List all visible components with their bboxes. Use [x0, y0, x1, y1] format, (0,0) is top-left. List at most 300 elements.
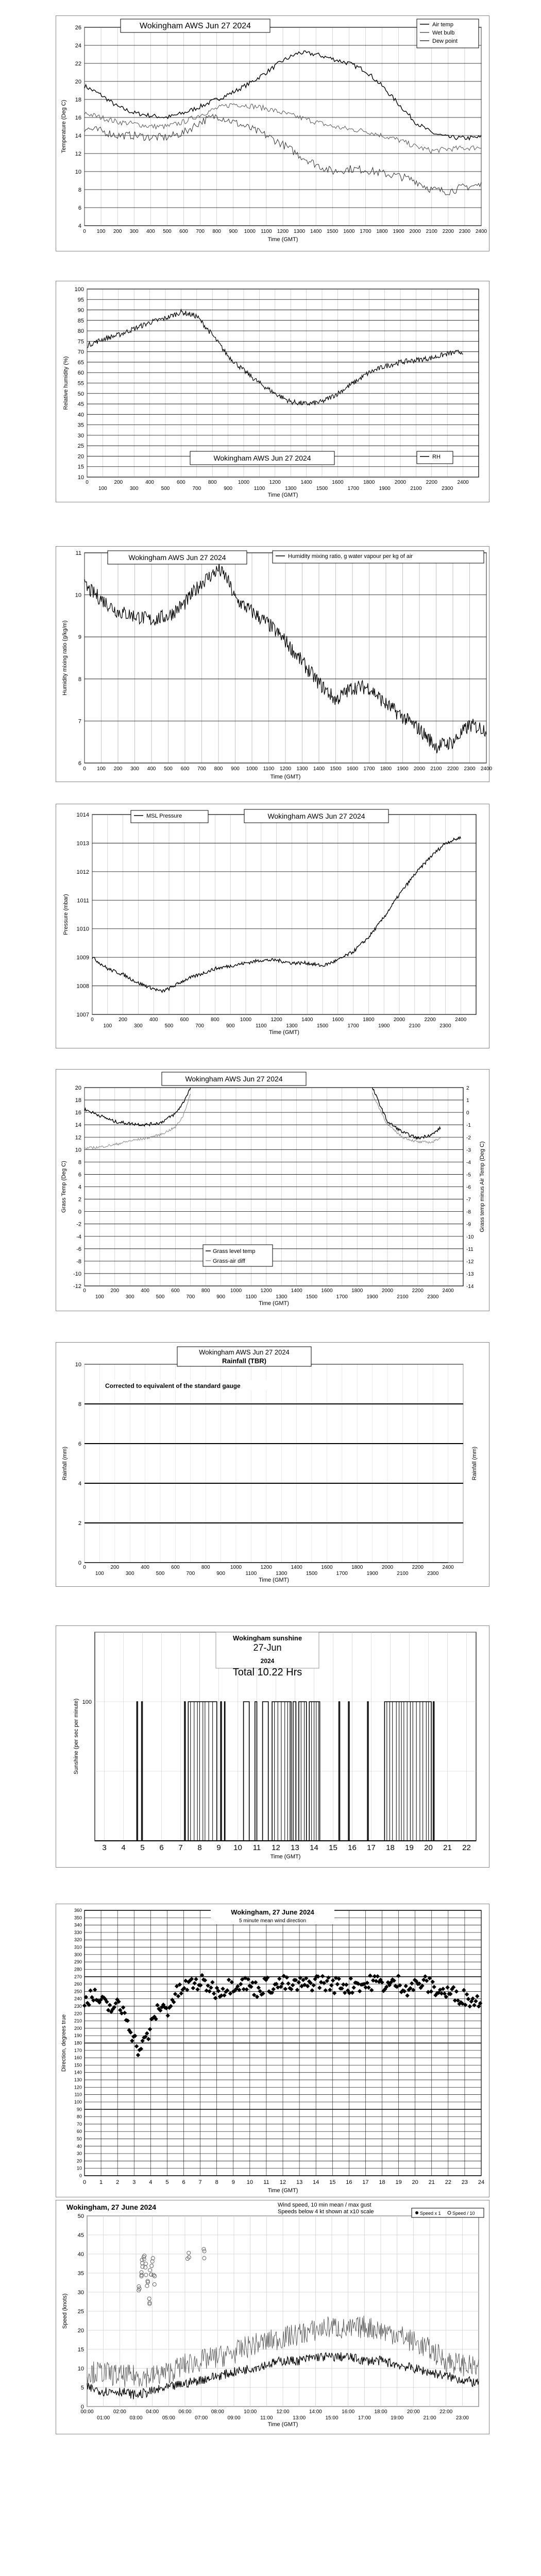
x-axis-label: Time (GMT)	[267, 492, 298, 498]
x-tick-label: 2300	[464, 766, 476, 772]
mixing-ratio-chart	[56, 547, 493, 782]
y-tick-label: 50	[77, 391, 84, 397]
direction-point	[374, 1979, 378, 1983]
direction-point	[123, 2011, 127, 2015]
chart-title: Wokingham AWS Jun 27 2024	[128, 553, 226, 562]
temperature-chart-panel	[56, 15, 489, 251]
chart-subtitle-2: Speeds below 4 kt shown at x10 scale	[278, 2209, 374, 2215]
speed-div10-point	[144, 2273, 148, 2277]
x-tick-label: 100	[95, 1294, 104, 1300]
x-tick-label: 1100	[261, 229, 272, 234]
direction-point	[454, 1989, 459, 1993]
x-tick-label: 1900	[366, 1571, 378, 1577]
x-axis-label: Time (GMT)	[267, 2421, 298, 2428]
x-tick-label: 17	[362, 2179, 369, 2185]
x-tick-label: 2400	[455, 1017, 467, 1023]
y2-tick-label: -7	[466, 1197, 471, 1203]
x-tick-label: 2200	[447, 766, 459, 772]
y-tick-label: 30	[77, 432, 84, 439]
y-axis-label: Pressure (mbar)	[63, 894, 69, 935]
speed-div10-point	[153, 2282, 156, 2286]
x-axis-label: Time (GMT)	[267, 236, 298, 243]
y-tick-label: 75	[77, 338, 84, 345]
y-tick-label: 230	[74, 2003, 82, 2009]
pressure-chart-panel	[56, 804, 489, 1048]
x-tick-label: 800	[201, 1288, 210, 1294]
x-tick-label: 04:00	[146, 2409, 159, 2415]
direction-point	[462, 1988, 466, 1992]
y-tick-label: 1011	[77, 897, 89, 904]
x-tick-label: 1800	[380, 766, 392, 772]
y-tick-label: 270	[74, 1974, 82, 1979]
x-axis-label: Time (GMT)	[259, 1300, 289, 1307]
x-tick-label: 20:00	[407, 2409, 420, 2415]
direction-point	[403, 1984, 408, 1988]
x-tick-label: 1900	[393, 229, 404, 234]
x-tick-label: 500	[161, 486, 170, 492]
x-tick-label: 1000	[230, 1565, 242, 1570]
chart-title: Wokingham AWS Jun 27 2024	[139, 22, 251, 30]
y-tick-label: 210	[74, 2018, 82, 2024]
x-tick-label: 1300	[286, 1023, 298, 1029]
sunshine-chart-panel	[56, 1625, 489, 1868]
y-tick-label: 45	[77, 2232, 84, 2239]
y-tick-label: 18	[75, 1097, 81, 1104]
wind-direction-chart-panel	[56, 1904, 489, 2197]
y-tick-label: 6	[78, 1441, 81, 1447]
x-tick-label: 23	[461, 2179, 468, 2185]
x-tick-label: 600	[180, 766, 190, 772]
y-tick-label: 14	[75, 1122, 81, 1129]
direction-point	[329, 1983, 333, 1987]
grass-chart	[56, 1070, 489, 1311]
x-tick-label: 1900	[378, 1023, 390, 1029]
x-tick-label: 1200	[269, 480, 281, 485]
direction-point	[148, 2027, 152, 2031]
y-tick-label: 170	[74, 2047, 82, 2053]
x-tick-label: 400	[141, 1288, 149, 1294]
chart-date: 27-Jun	[253, 1642, 282, 1653]
direction-point	[192, 1981, 196, 1985]
y2-tick-label: -11	[466, 1246, 474, 1252]
x-tick-label: 600	[180, 1017, 189, 1023]
direction-point	[277, 1976, 281, 1980]
direction-point	[351, 1986, 356, 1990]
y-tick-label: 180	[74, 2040, 82, 2046]
speed-div10-point	[148, 2268, 152, 2272]
y-axis-label: Humidity mixing ratio (g/kg/m)	[62, 620, 68, 696]
x-tick-label: 18:00	[374, 2409, 387, 2415]
x-tick-label: 300	[125, 1294, 134, 1300]
y2-tick-label: -5	[466, 1172, 471, 1178]
x-tick-label: 13	[296, 2179, 303, 2185]
x-tick-label: 9	[216, 1843, 221, 1852]
direction-point	[350, 1991, 354, 1995]
x-tick-label: 900	[216, 1294, 225, 1300]
x-tick-label: 07:00	[195, 2415, 208, 2421]
y-tick-label: 330	[74, 1929, 82, 1935]
y-tick-label: 4	[78, 1481, 81, 1487]
x-tick-label: 22	[445, 2179, 451, 2185]
x-tick-label: 20	[424, 1843, 433, 1852]
y-tick-label: 320	[74, 1937, 82, 1943]
y-tick-label: 12	[75, 151, 81, 157]
x-tick-label: 2000	[381, 1565, 394, 1570]
direction-point	[376, 1974, 380, 1978]
x-tick-label: 08:00	[211, 2409, 224, 2415]
x-tick-label: 19:00	[391, 2415, 404, 2421]
x-tick-label: 700	[196, 229, 205, 234]
x-tick-label: 1500	[330, 766, 342, 772]
y-tick-label: 240	[74, 1996, 82, 2002]
y-tick-label: -12	[73, 1283, 81, 1290]
x-tick-label: 2100	[426, 229, 437, 234]
direction-point	[212, 1991, 216, 1995]
chart-title: Wokingham sunshine	[232, 1634, 302, 1642]
x-tick-label: 2100	[430, 766, 442, 772]
x-tick-label: 22	[462, 1843, 471, 1852]
y-tick-label: -10	[73, 1270, 81, 1277]
x-tick-label: 1300	[285, 486, 297, 492]
y2-tick-label: 1	[466, 1098, 469, 1104]
y-tick-label: 9	[78, 634, 81, 641]
direction-point	[121, 2005, 125, 2009]
x-tick-label: 1500	[316, 486, 328, 492]
direction-point	[291, 1983, 295, 1987]
x-tick-label: 1900	[366, 1294, 378, 1300]
y-tick-label: 95	[77, 297, 84, 303]
x-tick-label: 0	[91, 1017, 94, 1023]
direction-point	[93, 1988, 97, 1992]
x-tick-label: 18	[379, 2179, 385, 2185]
x-tick-label: 900	[224, 486, 232, 492]
speed-div10-point	[137, 2285, 141, 2289]
direction-point	[130, 2039, 134, 2043]
y2-tick-label: -1	[466, 1123, 471, 1129]
x-tick-label: 4	[121, 1843, 126, 1852]
y-tick-label: 24	[75, 43, 81, 49]
y2-tick-label: 0	[466, 1110, 469, 1116]
direction-point	[358, 1989, 362, 1993]
speed-div10-point	[147, 2297, 151, 2300]
direction-point	[432, 1985, 436, 1989]
x-tick-label: 2400	[475, 229, 487, 234]
y-tick-label: 4	[78, 1184, 81, 1191]
y2-tick-label: -12	[466, 1259, 474, 1265]
direction-point	[179, 1991, 183, 1995]
y-tick-label: 4	[78, 223, 81, 229]
x-tick-label: 600	[171, 1288, 180, 1294]
x-tick-label: 11	[252, 1843, 261, 1852]
x-tick-label: 20	[412, 2179, 418, 2185]
x-tick-label: 2000	[409, 229, 421, 234]
x-tick-label: 1600	[332, 1017, 344, 1023]
x-tick-label: 2200	[442, 229, 454, 234]
x-tick-label: 400	[145, 480, 154, 485]
x-tick-label: 19	[395, 2179, 402, 2185]
x-tick-label: 400	[149, 1017, 158, 1023]
y-tick-label: 1009	[76, 955, 89, 961]
x-tick-label: 2200	[424, 1017, 436, 1023]
x-tick-label: 200	[119, 1017, 127, 1023]
x-tick-label: 1900	[397, 766, 409, 772]
y-tick-label: 130	[74, 2077, 82, 2083]
x-tick-label: 8	[215, 2179, 218, 2185]
x-tick-label: 14:00	[309, 2409, 322, 2415]
direction-point	[317, 1986, 322, 1990]
y-tick-label: 10	[77, 474, 84, 481]
y-tick-label: 70	[77, 349, 84, 355]
y-tick-label: 30	[76, 2151, 82, 2157]
y-tick-label: 20	[76, 2158, 82, 2164]
x-tick-label: 1100	[263, 766, 275, 772]
y-tick-label: 2	[78, 1196, 81, 1203]
x-tick-label: 100	[96, 229, 106, 234]
x-tick-label: 1700	[336, 1294, 348, 1300]
x-tick-label: 900	[229, 229, 238, 234]
x-tick-label: 1100	[245, 1294, 257, 1300]
speed-div10-point	[150, 2264, 154, 2267]
x-tick-label: 18	[386, 1843, 395, 1852]
plot-frame	[84, 1364, 463, 1563]
x-tick-label: 1400	[291, 1288, 302, 1294]
legend-entry: Air temp	[432, 22, 453, 28]
x-tick-label: 500	[164, 1023, 174, 1029]
y-tick-label: 110	[74, 2092, 82, 2097]
y-tick-label: 10	[75, 1362, 81, 1368]
x-tick-label: 5	[165, 2179, 169, 2185]
x-tick-label: 13:00	[293, 2415, 306, 2421]
y-tick-label: 6	[78, 1172, 81, 1178]
x-tick-label: 1400	[300, 480, 312, 485]
legend-entry: Grass level temp	[213, 1248, 256, 1255]
temperature-chart	[56, 16, 489, 251]
x-tick-label: 13	[291, 1843, 299, 1852]
chart-title: Wokingham AWS Jun 27 2024	[199, 1348, 290, 1356]
x-tick-label: 1500	[316, 1023, 329, 1029]
direction-point	[286, 1981, 290, 1986]
x-tick-label: 10	[233, 1843, 242, 1852]
y-tick-label: 22	[75, 61, 81, 67]
x-tick-label: 1600	[321, 1565, 333, 1570]
y-tick-label: 30	[77, 2290, 84, 2296]
x-tick-label: 1200	[260, 1565, 272, 1570]
x-tick-label: 5	[140, 1843, 145, 1852]
y2-tick-label: -10	[466, 1234, 474, 1240]
x-tick-label: 0	[83, 766, 86, 772]
legend-swatch	[415, 2211, 418, 2214]
direction-point	[88, 1988, 92, 1992]
y2-tick-label: -8	[466, 1209, 471, 1215]
direction-point	[195, 1987, 199, 1991]
y-tick-label: 10	[75, 169, 81, 175]
speed-div10-point	[144, 2262, 148, 2265]
x-tick-label: 100	[103, 1023, 112, 1029]
direction-point	[134, 2044, 139, 2048]
y-tick-label: 120	[74, 2084, 82, 2090]
x-tick-label: 2400	[457, 480, 469, 485]
y-tick-label: 20	[77, 2328, 84, 2334]
grass-chart-panel	[56, 1069, 489, 1311]
y-tick-label: 260	[74, 1981, 82, 1987]
y-tick-label: 1014	[76, 812, 89, 818]
x-tick-label: 7	[178, 1843, 183, 1852]
y-tick-label: 50	[76, 2136, 82, 2142]
y-axis-label: Speed (knots)	[62, 2293, 68, 2329]
y-tick-label: 80	[76, 2114, 82, 2120]
y-tick-label: 35	[77, 2270, 84, 2277]
legend-entry: Speed x 1	[420, 2211, 441, 2216]
speed-div10-point	[187, 2251, 191, 2255]
y-axis-label: Rainfall (mm)	[62, 1446, 68, 1481]
y-tick-label: 100	[82, 1699, 92, 1705]
x-tick-label: 900	[226, 1023, 235, 1029]
direction-point	[283, 1987, 288, 1991]
y-tick-label: 90	[77, 307, 84, 314]
x-tick-label: 19	[405, 1843, 414, 1852]
direction-point	[194, 1977, 198, 1981]
x-tick-label: 2000	[393, 1017, 405, 1023]
x-tick-label: 1700	[347, 486, 359, 492]
y-tick-label: 11	[75, 550, 81, 556]
y-tick-label: 15	[77, 464, 84, 470]
x-tick-label: 1000	[230, 1288, 242, 1294]
x-tick-label: 16	[346, 2179, 352, 2185]
x-tick-label: 11	[263, 2179, 269, 2185]
chart-year: 2024	[260, 1657, 275, 1665]
x-tick-label: 0	[83, 1565, 86, 1570]
wind-speed-chart	[56, 2200, 489, 2434]
y2-tick-label: 2	[466, 1086, 469, 1091]
chart-subtitle: 5 minute mean wind direction	[239, 1918, 307, 1924]
y-tick-label: 310	[74, 1944, 82, 1950]
legend-entry: Dew point	[432, 38, 458, 44]
x-tick-label: 1	[99, 2179, 103, 2185]
x-tick-label: 06:00	[178, 2409, 192, 2415]
x-tick-label: 1800	[351, 1288, 363, 1294]
x-tick-label: 0	[83, 1288, 86, 1294]
direction-point	[368, 1974, 372, 1978]
x-tick-label: 21:00	[423, 2415, 436, 2421]
pressure-chart	[56, 804, 489, 1048]
x-tick-label: 800	[214, 766, 223, 772]
y-tick-label: 200	[74, 2025, 82, 2031]
x-tick-label: 200	[113, 229, 122, 234]
x-tick-label: 300	[129, 486, 139, 492]
x-tick-label: 2100	[397, 1294, 409, 1300]
x-tick-label: 100	[97, 766, 106, 772]
x-tick-label: 12	[272, 1843, 280, 1852]
x-tick-label: 1300	[296, 766, 308, 772]
x-tick-label: 1800	[376, 229, 388, 234]
direction-point	[221, 1987, 225, 1991]
x-tick-label: 1100	[253, 486, 265, 492]
x-tick-label: 00:00	[80, 2409, 94, 2415]
x-tick-label: 800	[211, 1017, 219, 1023]
speed-div10-point	[187, 2256, 191, 2259]
series-grass-level-temp	[373, 1088, 441, 1139]
mixing-ratio-chart-panel	[56, 546, 493, 782]
x-tick-label: 2200	[426, 480, 437, 485]
x-tick-label: 1800	[351, 1565, 363, 1570]
x-tick-label: 1000	[238, 480, 250, 485]
speed-div10-point	[145, 2284, 149, 2287]
y2-tick-label: -4	[466, 1160, 471, 1166]
y-tick-label: 340	[74, 1922, 82, 1928]
chart-total: Total 10.22 Hrs	[232, 1667, 302, 1678]
direction-point	[165, 2013, 170, 2018]
direction-point	[331, 1978, 335, 1982]
x-tick-label: 1000	[246, 766, 258, 772]
direction-point	[430, 1979, 434, 1984]
y-tick-label: -6	[76, 1246, 81, 1252]
x-axis-label: Time (GMT)	[270, 774, 301, 780]
y-tick-label: 90	[76, 2107, 82, 2112]
x-tick-label: 1600	[321, 1288, 333, 1294]
x-tick-label: 400	[147, 766, 156, 772]
x-tick-label: 600	[177, 480, 185, 485]
direction-point	[369, 1988, 374, 1992]
direction-point	[227, 1978, 231, 1982]
x-tick-label: 05:00	[162, 2415, 175, 2421]
y-tick-label: 100	[74, 286, 84, 293]
x-tick-label: 800	[212, 229, 222, 234]
x-tick-label: 300	[129, 229, 139, 234]
chart-subtitle: Wind speed, 10 min mean / max gust	[278, 2202, 371, 2208]
y-tick-label: 10	[75, 1147, 81, 1154]
y2-tick-label: -13	[466, 1271, 474, 1277]
plot-frame	[92, 815, 476, 1014]
y-tick-label: 150	[74, 2062, 82, 2068]
y-tick-label: 100	[74, 2099, 82, 2105]
x-tick-label: 22:00	[439, 2409, 453, 2415]
wind-speed-chart-panel	[56, 2200, 489, 2434]
x-tick-label: 17	[367, 1843, 376, 1852]
x-tick-label: 1400	[301, 1017, 313, 1023]
direction-point	[445, 1985, 449, 1989]
x-tick-label: 1400	[313, 766, 325, 772]
x-tick-label: 11:00	[260, 2415, 273, 2421]
direction-point	[344, 1982, 348, 1987]
y-tick-label: 0	[80, 2404, 84, 2410]
x-tick-label: 1500	[306, 1571, 318, 1577]
y2-tick-label: -14	[466, 1284, 474, 1290]
y2-tick-label: -3	[466, 1147, 471, 1154]
x-tick-label: 500	[163, 229, 172, 234]
x-tick-label: 10	[246, 2179, 253, 2185]
x-tick-label: 3	[102, 1843, 107, 1852]
y-tick-label: -4	[76, 1233, 81, 1240]
x-tick-label: 1500	[306, 1294, 318, 1300]
x-tick-label: 15	[329, 1843, 337, 1852]
direction-point	[468, 2004, 472, 2008]
x-tick-label: 700	[186, 1294, 195, 1300]
y-tick-label: 1012	[76, 869, 89, 875]
chart-title: Wokingham AWS Jun 27 2024	[267, 812, 365, 820]
chart-title: Wokingham, 27 June 2024	[66, 2203, 157, 2211]
x-tick-label: 1800	[363, 480, 375, 485]
y-tick-label: 220	[74, 2011, 82, 2016]
x-axis-label: Time (GMT)	[259, 1577, 289, 1583]
y-tick-label: 60	[77, 370, 84, 377]
x-tick-label: 23:00	[455, 2415, 469, 2421]
legend-entry: RH	[432, 454, 441, 460]
y2-tick-label: -2	[466, 1135, 471, 1141]
y-tick-label: 8	[78, 676, 81, 683]
rainfall-chart-panel	[56, 1342, 489, 1587]
y2-tick-label: -6	[466, 1184, 471, 1191]
y-tick-label: 40	[77, 2251, 84, 2258]
